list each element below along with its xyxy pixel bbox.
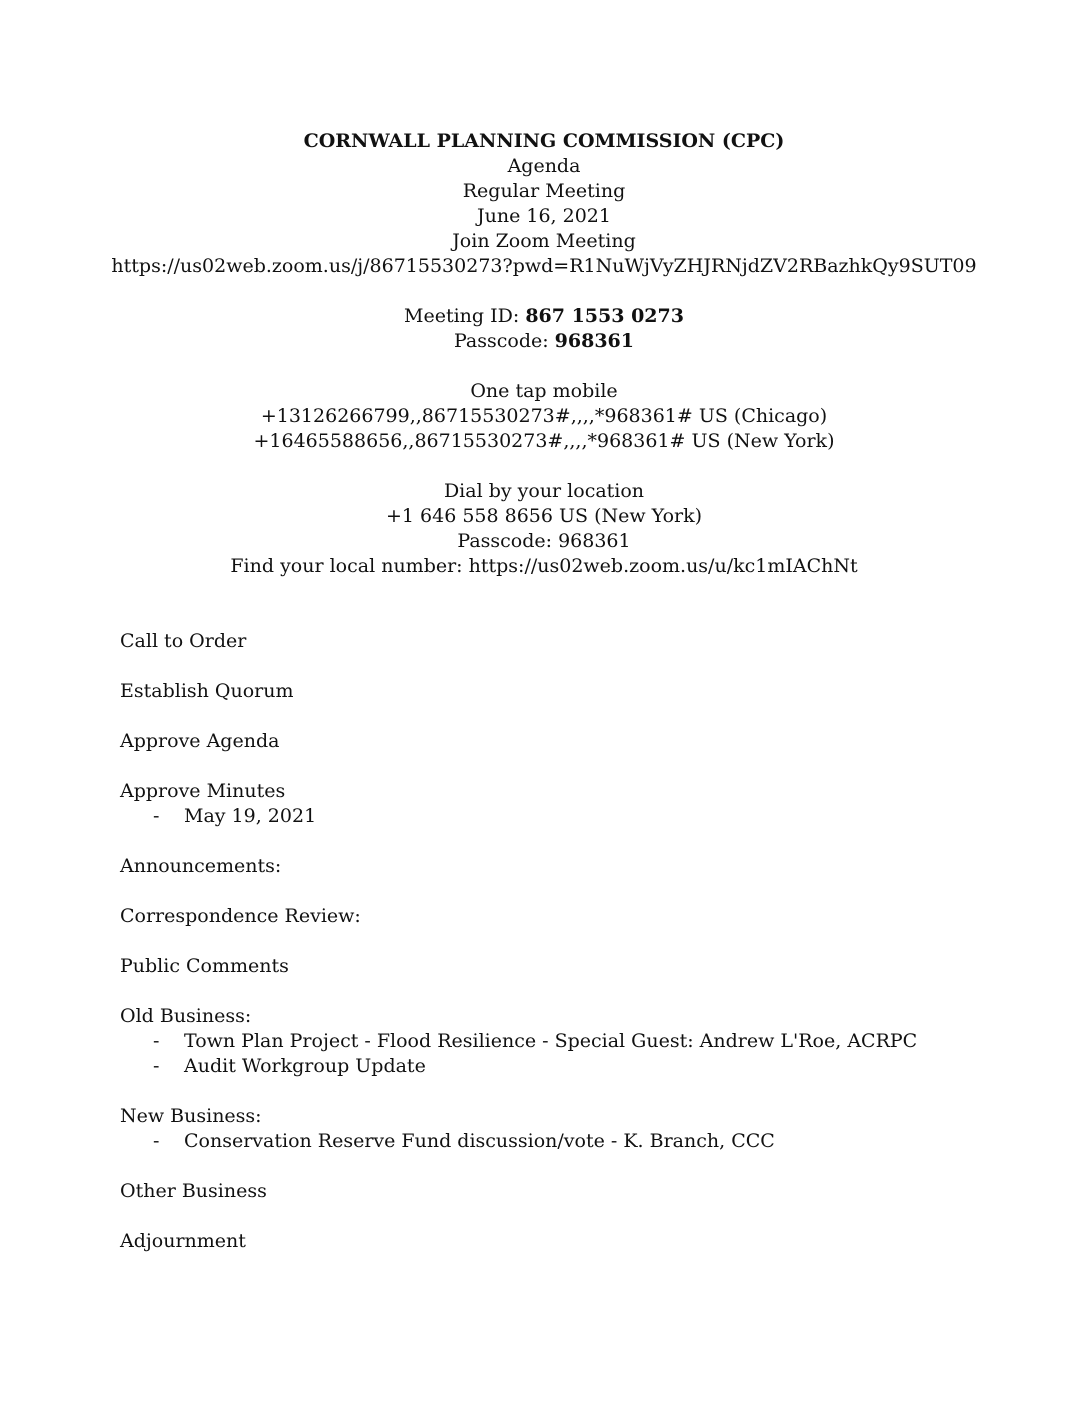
agenda-subitem-text: Town Plan Project - Flood Resilience - Special Guest: Andrew L'Roe, ACRPC [184, 1030, 918, 1052]
agenda-subitem-text: May 19, 2021 [184, 805, 317, 827]
agenda-section [120, 1229, 1020, 1254]
agenda-item-title: Other Business [120, 1180, 267, 1202]
agenda-item-title: Adjournment [120, 1230, 246, 1252]
agenda-section [120, 779, 1020, 829]
agenda-section [120, 1104, 1020, 1154]
agenda-section [120, 854, 1020, 879]
dial-heading: Dial by your location [443, 480, 645, 502]
spacer [0, 354, 1088, 379]
spacer [0, 454, 1088, 479]
agenda-section [120, 729, 1020, 754]
agenda-section [120, 1004, 1020, 1079]
bullet-dash: - [153, 1055, 160, 1077]
bullet-dash: - [153, 1130, 160, 1152]
agenda-subitem [120, 1054, 1020, 1079]
agenda-item-title: Correspondence Review: [120, 905, 361, 927]
zoom-meeting-link[interactable]: https://us02web.zoom.us/j/86715530273?pwd=R1NuWjVyZHJRNjdZV2RBazhkQy9SUT09 [111, 255, 977, 277]
meeting-id-label: Meeting ID: [404, 305, 526, 327]
agenda-subitem [120, 1029, 1020, 1054]
dial-passcode: Passcode: 968361 [457, 530, 631, 552]
agenda-section [120, 954, 1020, 979]
agenda-item-title: Approve Minutes [120, 780, 286, 802]
one-tap-heading: One tap mobile [470, 380, 618, 402]
agenda-list [120, 629, 1020, 1279]
agenda-item-title: Approve Agenda [120, 730, 280, 752]
passcode-value: 968361 [554, 330, 634, 352]
meeting-id-line [0, 304, 1088, 329]
agenda-header [0, 129, 1088, 579]
meeting-type: Regular Meeting [462, 180, 626, 202]
find-local-number-link[interactable]: Find your local number: https://us02web.zoom.us/u/kc1mIAChNt [230, 555, 858, 577]
bullet-dash: - [153, 805, 160, 827]
agenda-subitem [120, 1129, 1020, 1154]
agenda-item-title: New Business: [120, 1105, 262, 1127]
org-title: CORNWALL PLANNING COMMISSION (CPC) [303, 130, 785, 152]
agenda-item-title: Call to Order [120, 630, 247, 652]
meeting-id-value: 867 1553 0273 [525, 305, 684, 327]
passcode-line [0, 329, 1088, 354]
doc-type: Agenda [507, 155, 581, 177]
one-tap-new-york: +16465588656,,86715530273#,,,,*968361# US (New York) [253, 430, 835, 452]
agenda-subitem [120, 804, 1020, 829]
bullet-dash: - [153, 1030, 160, 1052]
agenda-subitem-text: Conservation Reserve Fund discussion/vote - K. Branch, CCC [184, 1130, 775, 1152]
agenda-section [120, 1179, 1020, 1204]
agenda-item-title: Old Business: [120, 1005, 252, 1027]
one-tap-chicago: +13126266799,,86715530273#,,,,*968361# US (Chicago) [260, 405, 828, 427]
agenda-section [120, 679, 1020, 704]
agenda-item-title: Announcements: [120, 855, 282, 877]
passcode-label: Passcode: [453, 330, 555, 352]
dial-number: +1 646 558 8656 US (New York) [385, 505, 703, 527]
agenda-section [120, 904, 1020, 929]
agenda-section [120, 629, 1020, 654]
meeting-date: June 16, 2021 [477, 205, 611, 227]
agenda-item-title: Establish Quorum [120, 680, 294, 702]
zoom-join-label: Join Zoom Meeting [452, 230, 636, 252]
spacer [0, 279, 1088, 304]
agenda-item-title: Public Comments [120, 955, 289, 977]
agenda-subitem-text: Audit Workgroup Update [184, 1055, 426, 1077]
